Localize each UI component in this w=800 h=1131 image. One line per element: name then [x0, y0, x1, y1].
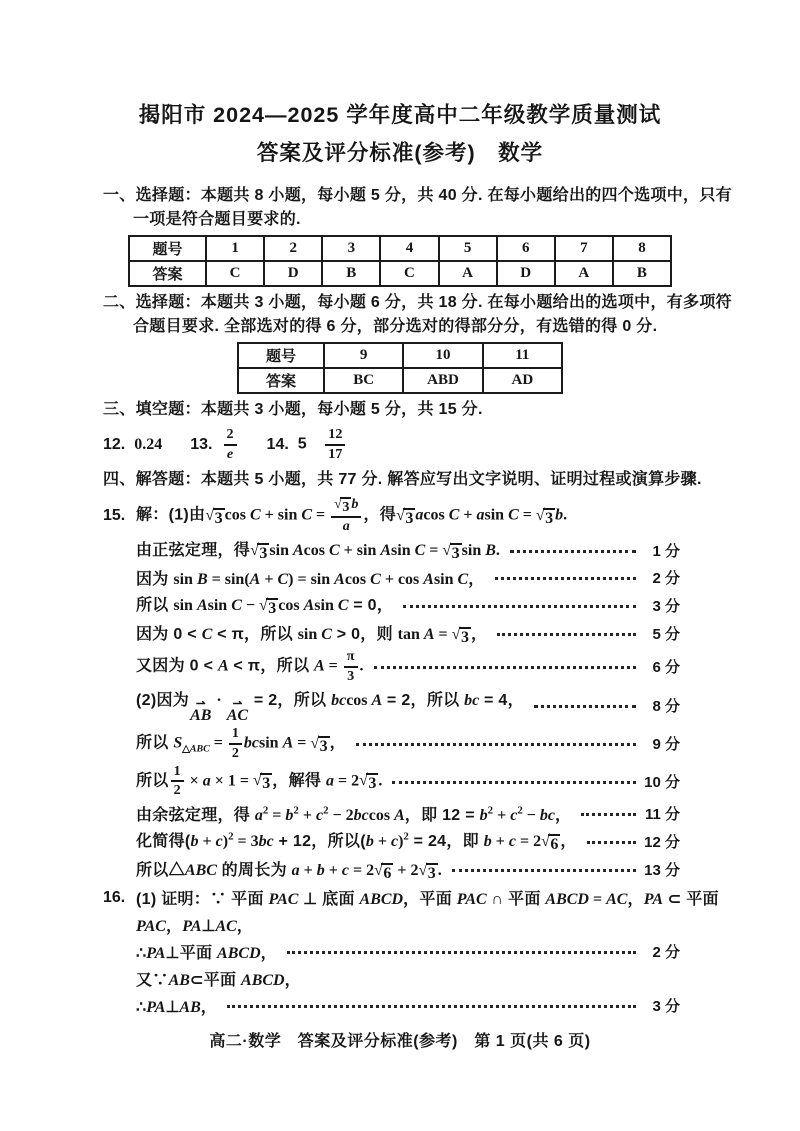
solution-line [136, 828, 700, 854]
dotted-leader [392, 781, 636, 784]
answer-number: 14. [266, 436, 289, 453]
solution-line [136, 497, 700, 535]
score-label: 3 分 [652, 998, 680, 1016]
solution-line [136, 966, 700, 991]
line-math: 所以 $S_{\triangle ABC}$ = $\frac{1}{2}$ bcsin A = √ 3 ， [136, 725, 346, 761]
fill-in-answers [103, 424, 700, 466]
question-15-lines [136, 497, 700, 883]
section-1-choice [103, 184, 732, 287]
page-content [0, 184, 800, 1018]
dotted-leader [227, 1005, 636, 1008]
page-title: 揭阳市 2024—2025 学年度高中二年级教学质量测试 [138, 103, 662, 127]
score-label: 13 分 [644, 862, 680, 880]
vector: ⇀ AB [190, 697, 212, 725]
line-math: 解：(1)由 √ 3 cos C + sin C = √ 3 b a ，得 √ 3 acos C + asin C = √ 3 b. [136, 496, 568, 535]
line-math: (1) 证明：∵ 平面 PAC ⊥ 底面 ABCD，平面 PAC ∩ 平面 ABCD = AC，PA ⊂ 平面 [136, 891, 719, 909]
section-4-solutions [103, 468, 700, 492]
score-label: 11 分 [644, 806, 680, 824]
table-cell: 2 [264, 236, 322, 261]
dotted-leader [497, 633, 636, 636]
radical: √ 3 [205, 506, 223, 527]
table-row-header: 题号 [129, 236, 206, 261]
answer-number: 13. [190, 436, 213, 453]
section1-heading-line2: 一项是符合题目要求的. [133, 211, 301, 228]
score-label: 8 分 [652, 697, 680, 715]
radical: √ 6 [541, 833, 559, 854]
dotted-leader [495, 577, 637, 580]
answer-value [222, 427, 239, 463]
radical: √ 3 [535, 506, 554, 527]
line-math: 由余弦定理，得 $a^2 = b^2 + c^2 - 2bccos$ A，即 $12 = b^2 + c^2$ − bc， [136, 804, 572, 825]
solution-line [136, 621, 700, 647]
fraction: $\frac{1}{2}$ [171, 764, 184, 800]
radical: √ 3 [451, 625, 469, 646]
table-cell: AD [483, 368, 562, 393]
fraction: $\frac{1}{2}$ [229, 726, 242, 762]
score-label: 2 分 [652, 944, 680, 962]
radical: √ 3 [253, 772, 271, 793]
fraction: √ 3 b a [331, 497, 361, 535]
solution-line [136, 565, 700, 590]
solution-line [136, 592, 700, 618]
line-math: ∴PA⊥平面 ABCD， [136, 945, 277, 963]
table-row-header: 答案 [238, 368, 324, 393]
line-math: PAC，PA⊥AC， [136, 918, 254, 936]
section1-heading-line1: 一、选择题：本题共 8 小题，每小题 5 分，共 40 分. 在每小题给出的四个选项中，只有 [103, 187, 732, 204]
table-cell: B [322, 261, 380, 286]
radical: √ 3 [396, 506, 414, 527]
line-math: 所以 sin Asin C − √ 3 cos Asin C = 0， [136, 597, 394, 618]
solution-line [136, 537, 700, 563]
score-label: 9 分 [652, 736, 680, 754]
page-subtitle: 答案及评分标准(参考) 数学 [256, 141, 544, 165]
table-cell: 9 [324, 343, 403, 368]
answer-table-single-choice [128, 235, 672, 287]
table-cell: 6 [497, 236, 555, 261]
score-label: 6 分 [652, 659, 680, 677]
table-cell: C [380, 261, 438, 286]
table-cell: D [264, 261, 322, 286]
solution-line [136, 912, 700, 937]
table-cell: 1 [206, 236, 264, 261]
section4-heading: 四、解答题：本题共 5 小题，共 77 分. 解答应写出文字说明、证明过程或演算步骤. [103, 471, 702, 488]
line-math: (2)因为 ⇀ AB · ⇀ AC = 2，所以 bccos A = 2，所以 bc = 4， [136, 691, 524, 725]
radical: √ 3 [418, 861, 436, 882]
dotted-leader [587, 841, 636, 844]
dotted-leader [356, 743, 636, 746]
score-label: 5 分 [652, 626, 680, 644]
table-cell: BC [324, 368, 403, 393]
radical: √ 3 [442, 541, 460, 562]
section-2-multi-choice [103, 291, 732, 394]
fill-in-answer [190, 427, 238, 463]
radical: √ 3 [250, 541, 268, 562]
question-16-number: 16. [103, 889, 126, 907]
table-cell: 11 [483, 343, 562, 368]
section2-heading-line1: 二、选择题：本题共 3 小题，每小题 6 分，共 18 分. 在每小题给出的选项中，有多项符 [103, 294, 732, 311]
solution-line [136, 885, 719, 910]
dotted-leader [403, 605, 636, 608]
line-math: 所以△ABC 的周长为 a + b + c = 2 √ 6 + 2 √ 3 . [136, 861, 442, 882]
table-cell: 7 [555, 236, 613, 261]
dotted-leader [510, 550, 636, 553]
dotted-leader [534, 705, 636, 708]
fill-in-answer [267, 427, 348, 463]
table-cell: 10 [403, 343, 482, 368]
line-math: 又∵AB⊂平面 ABCD， [136, 972, 301, 990]
line-math: 化简得$(b + c)^2 = 3bc + 12$，所以$(b + c)^2 = 24$，即 b + c = 2 √ 6 ， [136, 830, 577, 854]
table-cell: 5 [439, 236, 497, 261]
page-footer: 高二·数学 答案及评分标准(参考) 第 1 页(共 6 页) [209, 1033, 591, 1051]
fraction: $\frac{12}{17}$ [325, 427, 345, 463]
solution-line [136, 939, 700, 964]
section-3-fill-in [103, 398, 700, 466]
line-math: 因为 sin B = sin(A + C) = sin Acos C + cos Asin C， [136, 571, 485, 589]
question-16-solution [103, 885, 719, 1018]
table-cell: D [497, 261, 555, 286]
dotted-leader [452, 869, 636, 872]
radical: √ 3 [258, 597, 277, 618]
table-row [129, 236, 671, 261]
dotted-leader [581, 813, 636, 816]
score-label: 10 分 [644, 773, 680, 791]
fill-in-answer [103, 436, 162, 454]
solution-line [136, 857, 700, 883]
section3-heading: 三、填空题：本题共 3 小题，每小题 5 分，共 15 分. [103, 401, 483, 418]
score-label: 12 分 [644, 833, 680, 851]
fraction: $\frac{\pi}{3}$ [344, 649, 358, 685]
dotted-leader [287, 951, 636, 954]
solution-line [136, 687, 700, 725]
score-label: 2 分 [652, 570, 680, 588]
question-16-lines [136, 885, 719, 1018]
radical: √ 3 [310, 734, 328, 755]
score-label: 1 分 [652, 542, 680, 560]
question-15-solution [103, 497, 700, 883]
vector: ⇀ AC [226, 697, 249, 725]
solution-line [136, 993, 700, 1018]
table-row-header: 答案 [129, 261, 206, 286]
table-row [238, 368, 562, 393]
dotted-leader [374, 666, 636, 669]
table-row [238, 343, 562, 368]
line-math: ∴PA⊥AB， [136, 999, 218, 1017]
answer-number: 12. [103, 436, 126, 453]
score-label: 3 分 [652, 598, 680, 616]
table-cell: B [613, 261, 671, 286]
answer-value: 0.24 [134, 436, 163, 453]
solution-line [136, 726, 700, 762]
table-cell: C [206, 261, 264, 286]
line-math: 因为 0 < C < π，所以 sin C > 0，则 tan A = √ 3 ， [136, 625, 488, 646]
solution-line [136, 649, 700, 685]
table-cell: A [555, 261, 613, 286]
line-math: 所以 $\frac{1}{2}$ × a × 1 = √ 3 ，解得 a = 2 √ 3 . [136, 762, 383, 799]
answer-table-multi-choice [237, 342, 563, 394]
question-15-number: 15. [103, 507, 126, 524]
radical: √ 3 [359, 772, 377, 793]
solution-line [136, 764, 700, 800]
table-row-header: 题号 [238, 343, 324, 368]
section2-heading-line2: 合题目要求. 全部选对的得 6 分，部分选对的得部分分，有选错的得 0 分. [133, 318, 658, 335]
answer-value: 5 $\frac{12}{17}$ [298, 427, 348, 463]
solution-line [136, 801, 700, 826]
table-cell: ABD [403, 368, 482, 393]
line-math: 由正弦定理，得 √ 3 sin Acos C + sin Asin C = √ 3 sin B. [136, 541, 500, 562]
fraction: $\frac{2}{e}$ [224, 427, 237, 463]
line-math: 又因为 0 < A < π，所以 A = $\frac{\pi}{3}$ . [136, 648, 364, 684]
table-row [129, 261, 671, 286]
radical: √ 6 [374, 861, 392, 882]
table-cell: 3 [322, 236, 380, 261]
table-cell: 8 [613, 236, 671, 261]
table-cell: A [439, 261, 497, 286]
table-cell: 4 [380, 236, 438, 261]
radical: √ 3 [334, 496, 350, 515]
